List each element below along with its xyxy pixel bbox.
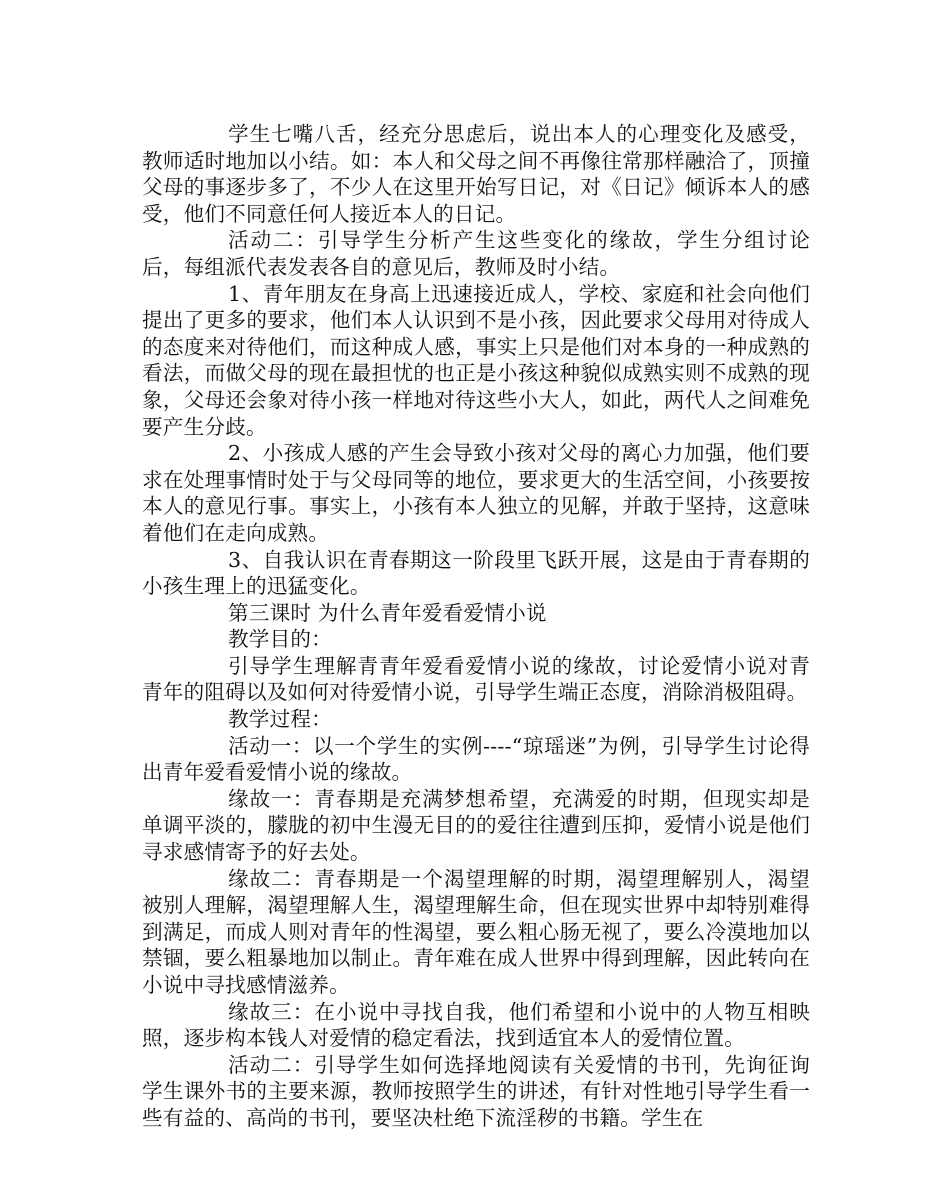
document-body (142, 121, 810, 1132)
paragraph-activity-one: 活动一：以一个学生的实例----“琼瑶迷”为例，引导学生讨论得出青年爱看爱情小说的缘故。 (142, 733, 810, 785)
paragraph-reason-one: 缘故一：青春期是充满梦想希望，充满爱的时期，但现实却是单调平淡的，朦胧的初中生漫无目的的爱往往遭到压抑，爱情小说是他们寻求感情寄予的好去处。 (142, 786, 810, 865)
paragraph-activity-two-reading: 活动二：引导学生如何选择地阅读有关爱情的书刊，先询征询学生课外书的主要来源，教师按照学生的讲述，有针对性地引导学生看一些有益的、高尚的书刊，要坚决杜绝下流淫秽的书籍。学生在 (142, 1052, 810, 1130)
paragraph-activity-two: 活动二：引导学生分析产生这些变化的缘故，学生分组讨论后，每组派代表发表各自的意见后，教师及时小结。 (142, 228, 810, 279)
paragraph-point-2: 2、小孩成人感的产生会导致小孩对父母的离心力加强，他们要求在处理事情时处于与父母同等的地位，要求更大的生活空间，小孩要按本人的意见行事。事实上，小孩有本人独立的见解，并敢于坚持，这意味着他们在走向成熟。 (142, 441, 810, 545)
teaching-goal-text: 引导学生理解青青年爱看爱情小说的缘故，讨论爱情小说对青青年的阻碍以及如何对待爱情小说，引导学生端正态度，消除消极阻碍。 (142, 653, 810, 705)
teaching-goal-label: 教学目的： (228, 627, 332, 652)
lesson-heading: 第三课时 为什么青年爱看爱情小说 (228, 600, 547, 625)
paragraph-point-1: 1、青年朋友在身高上迅速接近成人，学校、家庭和社会向他们提出了更多的要求，他们本人认识到不是小孩，因此要求父母用对待成人的态度来对待他们，而这种成人感，事实上只是他们对本身的一种成熟的看法，而做父母的现在最担忧的也正是小孩这种貌似成熟实则不成熟的现象，父母还会象对待小孩一样地对待这些小大人，如此，两代人之间难免要产生分歧。 (142, 281, 810, 439)
paragraph-reason-three: 缘故三：在小说中寻找自我，他们希望和小说中的人物互相映照，逐步构本钱人对爱情的稳定看法，找到适宜本人的爱情位置。 (142, 999, 810, 1051)
paragraph-reason-two: 缘故二：青春期是一个渴望理解的时期，渴望理解别人，渴望被别人理解，渴望理解人生，渴望理解生命，但在现实世界中却特别难得到满足，而成人则对青年的性渴望，要么粗心肠无视了，要么冷漠地加以禁锢，要么粗暴地加以制止。青年难在成人世界中得到理解，因此转向在小说中寻找感情滋养。 (142, 866, 810, 997)
paragraph-students-discuss: 学生七嘴八舌，经充分思虑后，说出本人的心理变化及感受，教师适时地加以小结。如：本人和父母之间不再像往常那样融洽了，顶撞父母的事逐步多了，不少人在这里开始写日记，对《日记》倾诉本人的感受，他们不同意任何人接近本人的日记。 (142, 122, 810, 226)
paragraph-point-3: 3、自我认识在青春期这一阶段里飞跃开展，这是由于青春期的小孩生理上的迅猛变化。 (142, 547, 810, 599)
teaching-process-label: 教学过程： (228, 707, 332, 732)
